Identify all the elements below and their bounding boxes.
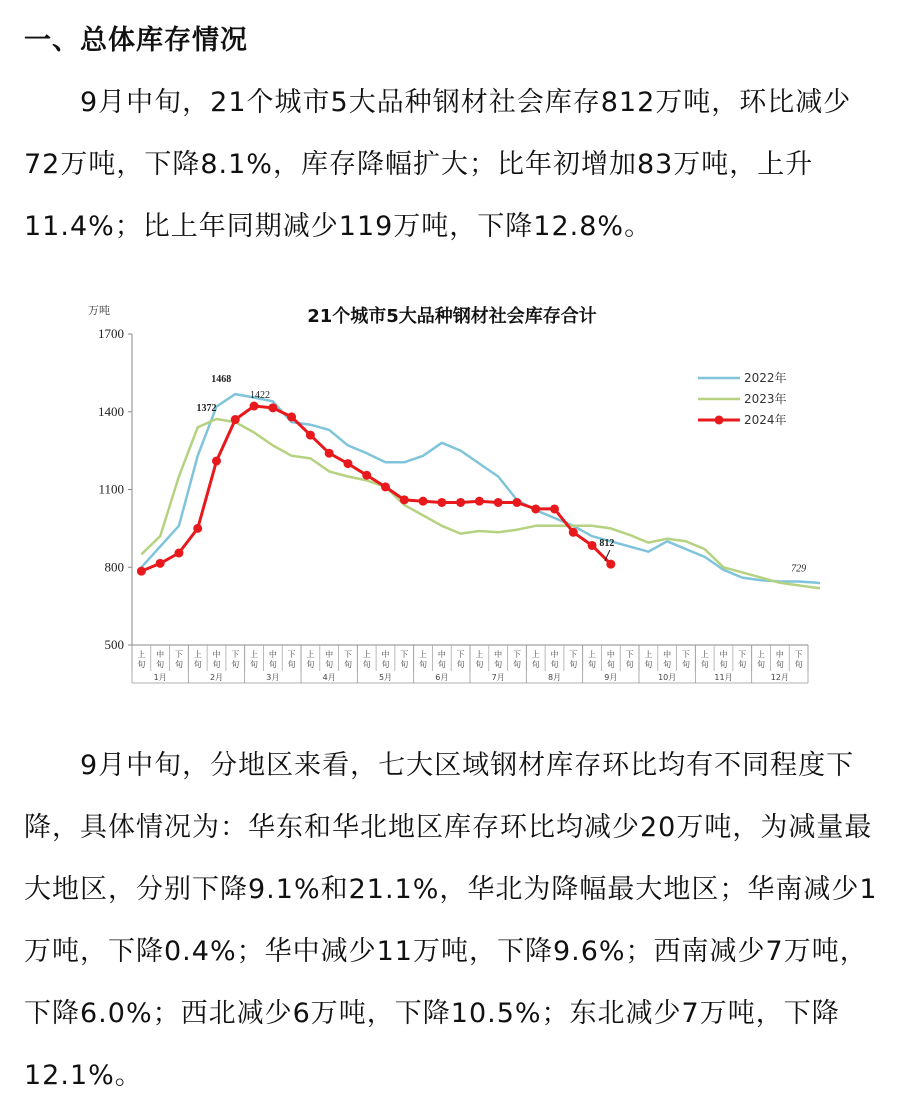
x-tick-label: 旬: [681, 660, 690, 669]
x-tick-label: 上: [700, 650, 709, 659]
data-label: 812: [599, 538, 615, 550]
x-tick-label: 中: [268, 650, 277, 659]
x-tick-label: 旬: [625, 660, 634, 669]
x-tick-label: 中: [719, 650, 728, 659]
x-tick-label: 旬: [400, 660, 409, 669]
data-point-2024: [494, 498, 503, 507]
x-tick-label: 旬: [456, 660, 465, 669]
y-axis-unit: 万吨: [88, 304, 110, 317]
x-tick-label: 旬: [325, 660, 334, 669]
data-point-2024: [268, 403, 277, 412]
x-tick-label: 旬: [512, 660, 521, 669]
x-tick-label: 下: [569, 650, 578, 659]
x-tick-label: 上: [531, 650, 540, 659]
x-tick-label: 中: [156, 650, 165, 659]
month-label: 6月: [435, 673, 449, 682]
y-tick-label: 500: [104, 637, 124, 652]
data-point-2024: [231, 415, 240, 424]
x-tick-label: 上: [193, 650, 202, 659]
data-point-2024: [475, 497, 484, 506]
data-point-2024: [606, 560, 615, 569]
x-tick-label: 上: [137, 650, 146, 659]
x-tick-label: 上: [475, 650, 484, 659]
x-tick-label: 旬: [700, 660, 709, 669]
x-tick-label: 旬: [419, 660, 428, 669]
x-tick-label: 旬: [212, 660, 221, 669]
x-tick-label: 旬: [362, 660, 371, 669]
y-tick-label: 1100: [98, 481, 124, 497]
x-tick-label: 旬: [250, 660, 259, 669]
x-tick-label: 旬: [156, 660, 165, 669]
paragraph-summary: 9月中旬，21个城市5大品种钢材社会库存812万吨，环比减少72万吨，下降8.1%，库存降幅扩大；比年初增加83万吨，上升11.4%；比上年同期减少119万吨，下降12.8%。: [24, 87, 852, 242]
legend-marker: [715, 416, 724, 425]
y-tick-label: 1400: [98, 403, 124, 419]
x-tick-label: 下: [343, 650, 352, 659]
chart-title: 21个城市5大品种钢材社会库存合计: [307, 306, 597, 327]
data-point-2024: [306, 431, 315, 440]
x-tick-label: 旬: [663, 660, 672, 669]
data-point-2024: [325, 449, 334, 458]
month-label: 5月: [378, 673, 393, 682]
x-tick-label: 旬: [137, 660, 146, 669]
x-tick-label: 上: [757, 650, 766, 659]
data-point-2024: [531, 504, 540, 513]
month-label: 11月: [714, 673, 733, 682]
section-heading: 一、总体库存情况: [24, 25, 248, 56]
x-tick-label: 旬: [193, 660, 202, 669]
data-label: 1468: [211, 374, 232, 386]
x-tick-label: 中: [494, 650, 503, 659]
x-tick-label: 中: [775, 650, 784, 659]
x-tick-label: 下: [456, 650, 465, 659]
data-point-2024: [550, 504, 559, 513]
data-point-2024: [174, 548, 183, 557]
x-tick-label: 上: [419, 650, 428, 659]
inventory-line-chart: [80, 292, 820, 692]
x-tick-label: 中: [437, 650, 446, 659]
data-point-2024: [193, 524, 202, 533]
y-tick-label: 1700: [98, 326, 124, 341]
data-point-2024: [437, 498, 446, 507]
x-tick-label: 下: [512, 650, 521, 659]
legend-label: 2024年: [744, 413, 787, 427]
x-tick-label: 旬: [606, 660, 615, 669]
x-tick-label: 上: [306, 650, 315, 659]
data-point-2024: [588, 541, 597, 550]
month-label: 3月: [266, 673, 280, 682]
legend-label: 2022年: [744, 371, 787, 385]
x-tick-label: 下: [681, 650, 690, 659]
data-point-2024: [419, 497, 428, 506]
x-tick-label: 中: [550, 650, 559, 659]
data-label: 729: [791, 563, 807, 575]
data-point-2024: [137, 567, 146, 576]
x-tick-label: 下: [625, 650, 634, 659]
x-tick-label: 下: [400, 650, 409, 659]
month-label: 1月: [153, 673, 167, 682]
x-tick-label: 旬: [437, 660, 446, 669]
x-tick-label: 旬: [174, 660, 183, 669]
data-point-2024: [456, 498, 465, 507]
data-point-2024: [212, 456, 221, 465]
x-tick-label: 旬: [287, 660, 296, 669]
x-tick-label: 旬: [343, 660, 352, 669]
x-tick-label: 旬: [775, 660, 784, 669]
data-point-2024: [287, 412, 296, 421]
data-point-2024: [569, 528, 578, 537]
month-label: 2月: [209, 673, 224, 682]
x-tick-label: 中: [212, 650, 221, 659]
x-tick-label: 旬: [794, 660, 803, 669]
month-label: 7月: [491, 673, 505, 682]
data-point-2024: [250, 402, 259, 411]
x-tick-label: 上: [250, 650, 259, 659]
data-point-2024: [343, 459, 352, 468]
x-tick-label: 旬: [494, 660, 503, 669]
x-tick-label: 中: [381, 650, 390, 659]
x-tick-label: 下: [287, 650, 296, 659]
x-tick-label: 旬: [738, 660, 747, 669]
data-label: 1422: [250, 390, 271, 402]
x-tick-label: 中: [325, 650, 334, 659]
x-tick-label: 旬: [475, 660, 484, 669]
data-point-2024: [400, 495, 409, 504]
x-tick-label: 上: [362, 650, 371, 659]
x-tick-label: 下: [794, 650, 803, 659]
x-tick-label: 上: [588, 650, 597, 659]
legend-label: 2023年: [744, 392, 787, 406]
x-tick-label: 旬: [569, 660, 578, 669]
data-point-2024: [512, 498, 521, 507]
data-label: 1372: [196, 403, 217, 415]
data-point-2024: [362, 471, 371, 480]
x-tick-label: 旬: [268, 660, 277, 669]
x-tick-label: 旬: [531, 660, 540, 669]
x-tick-label: 下: [231, 650, 240, 659]
month-label: 8月: [547, 673, 562, 682]
month-label: 4月: [322, 673, 336, 682]
x-tick-label: 旬: [550, 660, 559, 669]
month-label: 10月: [658, 673, 677, 682]
month-label: 12月: [770, 673, 789, 682]
month-label: 9月: [604, 673, 618, 682]
x-tick-label: 下: [738, 650, 747, 659]
x-tick-label: 旬: [231, 660, 240, 669]
x-tick-label: 中: [663, 650, 672, 659]
x-tick-label: 旬: [588, 660, 597, 669]
x-tick-label: 旬: [381, 660, 390, 669]
x-tick-label: 下: [174, 650, 183, 659]
x-tick-label: 旬: [306, 660, 315, 669]
x-tick-label: 旬: [757, 660, 766, 669]
series-line-2024年: [141, 406, 610, 571]
data-point-2024: [156, 559, 165, 568]
data-point-2024: [381, 482, 390, 491]
x-tick-label: 旬: [719, 660, 728, 669]
y-tick-label: 800: [104, 559, 124, 575]
x-tick-label: 中: [606, 650, 615, 659]
x-tick-label: 上: [644, 650, 653, 659]
x-tick-label: 旬: [644, 660, 653, 669]
paragraph-regional: 9月中旬，分地区来看，七大区域钢材库存环比均有不同程度下降，具体情况为：华东和华北地区库存环比均减少20万吨，为减量最大地区，分别下降9.1%和21.1%，华北为降幅最大地区；华南减少1万吨，下降0.4%；华中减少11万吨，下降9.6%；西南减少7万吨，下降6.0%；西北减少6万吨，下降10.5%；东北减少7万吨，下降12.1%。: [24, 750, 878, 1091]
